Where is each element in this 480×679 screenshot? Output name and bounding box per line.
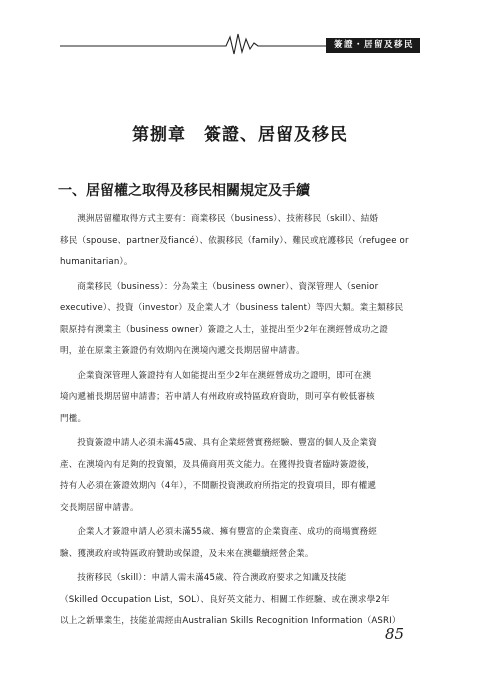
paragraph: 企業人才簽證申請人必須未滿55歲、擁有豐富的企業資產、成功的商場實務經 驗、獲澳政府或特區政府贊助或保證，及未來在澳繼續經營企業。 <box>60 527 377 559</box>
paragraph: 企業資深管理人簽證持有人如能提出至少2年在澳經營成功之證明，即可在澳 境內遞補長期居留申請書；若申請人有州政府或特區政府資助，則可享有較低審核 門檻。 <box>60 370 375 424</box>
paragraph: 澳洲居留權取得方式主要有：商業移民（business）、技術移民（skill）、結婚 移民（spouse、partner及fiancé）、依親移民（family）、難民或庇護移民（refugee or humanitarian）。 <box>60 214 409 267</box>
chapter-title: 第捌章 簽證、居留及移民 <box>132 125 348 145</box>
section-heading: 一、居留權之取得及移民相關規定及手續 <box>58 183 310 199</box>
running-title: 簽證・居留及移民 <box>326 38 420 53</box>
paragraph: 技術移民（skill）：申請人需未滿45歲、符合澳政府要求之知識及技能 （Skilled Occupation List，SOL）、良好英文能力、相關工作經驗、或在澳求學2年 以上之新畢業生，技能並需經由Australian Skills Recognition Information（ASRI） <box>60 573 401 626</box>
body-text <box>60 209 420 636</box>
paragraph: 投資簽證申請人必須未滿45歲、具有企業經營實務經驗、豐富的個人及企業資 產、在澳境內有足夠的投資額，及具備商用英文能力。在獲得投資者臨時簽證後， 持有人必須在簽證效期內（4年），不間斷投資澳政府所指定的投資項目，即有權遞 交長期居留申請書。 <box>60 438 377 513</box>
page-header <box>60 28 420 56</box>
paragraph: 商業移民（business）：分為業主（business owner）、資深管理人（senior executive）、投資（investor）及企業人才（business talent）等四大類。業主類移民 限原持有澳業主（business owner）簽證之人士，並提出至少2年在澳經營成功之證 明，並在原業主簽證仍有效期內在澳境內遞交長期居留申請書。 <box>60 281 404 356</box>
page-number: 85 <box>385 625 405 643</box>
